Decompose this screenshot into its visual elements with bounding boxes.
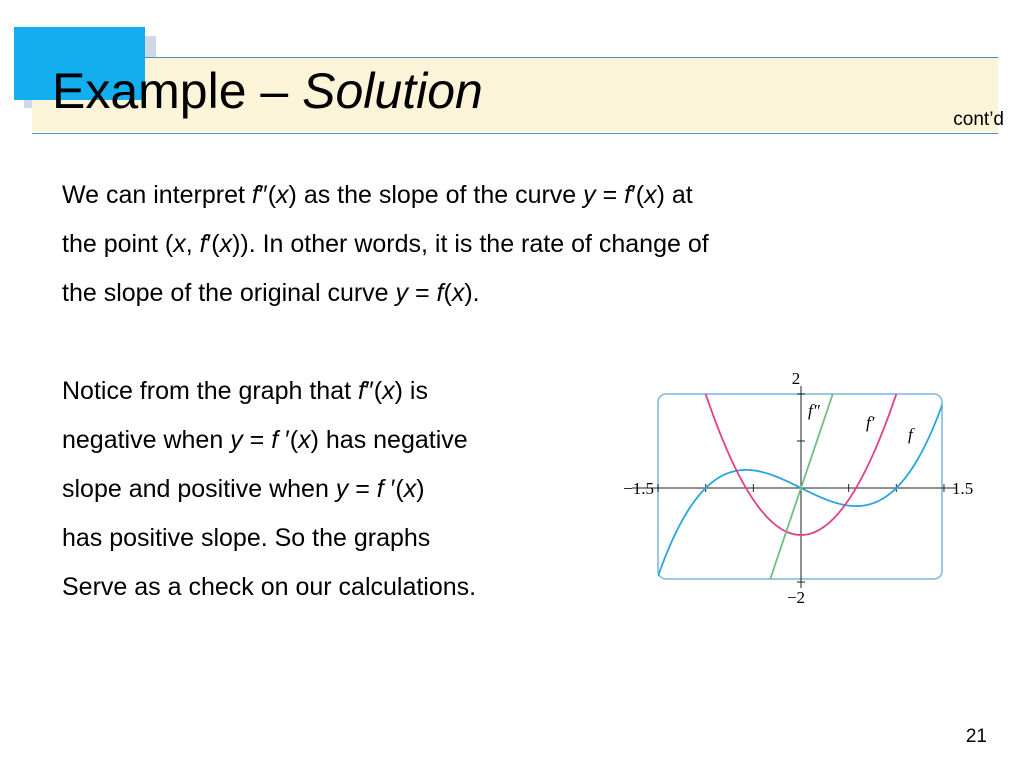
paragraph-1: [62, 171, 709, 318]
graph-frame: [658, 394, 942, 579]
paragraph-2-line-3: slope and positive when y = f ′(x): [62, 475, 425, 503]
y-tick-bottom-label: −2: [786, 588, 806, 606]
f-label: f: [908, 425, 913, 444]
x-tick-left-label: −1.5: [623, 479, 654, 498]
y-tick-top-label: 2: [791, 369, 801, 388]
paragraph-2: [62, 367, 476, 612]
slide-title: [52, 58, 483, 124]
function-graph: [612, 366, 982, 606]
title-italic-text: Solution: [302, 63, 483, 119]
paragraph-2-line-2: negative when y = f ′(x) has negative: [62, 426, 468, 454]
paragraph-2-line-4: has positive slope. So the graphs: [62, 524, 431, 552]
f-double-prime-label: f″: [808, 401, 820, 420]
page-number: 21: [965, 726, 987, 747]
paragraph-1-line-1: We can interpret f″(x) as the slope of the curve y = f′(x) at: [62, 181, 693, 209]
x-tick-right-label: 1.5: [952, 479, 974, 498]
title-main-text: Example –: [52, 63, 303, 119]
paragraph-1-line-3: the slope of the original curve y = f(x).: [62, 279, 480, 307]
paragraph-2-line-5: Serve as a check on our calculations.: [62, 573, 477, 601]
paragraph-2-line-1: Notice from the graph that f″(x) is: [62, 377, 428, 405]
title-underline: [32, 133, 998, 134]
continued-label: cont’d: [953, 109, 1004, 130]
f-prime-label: f′: [866, 413, 875, 432]
paragraph-1-line-2: the point (x, f′(x)). In other words, it is the rate of change of: [62, 230, 709, 258]
